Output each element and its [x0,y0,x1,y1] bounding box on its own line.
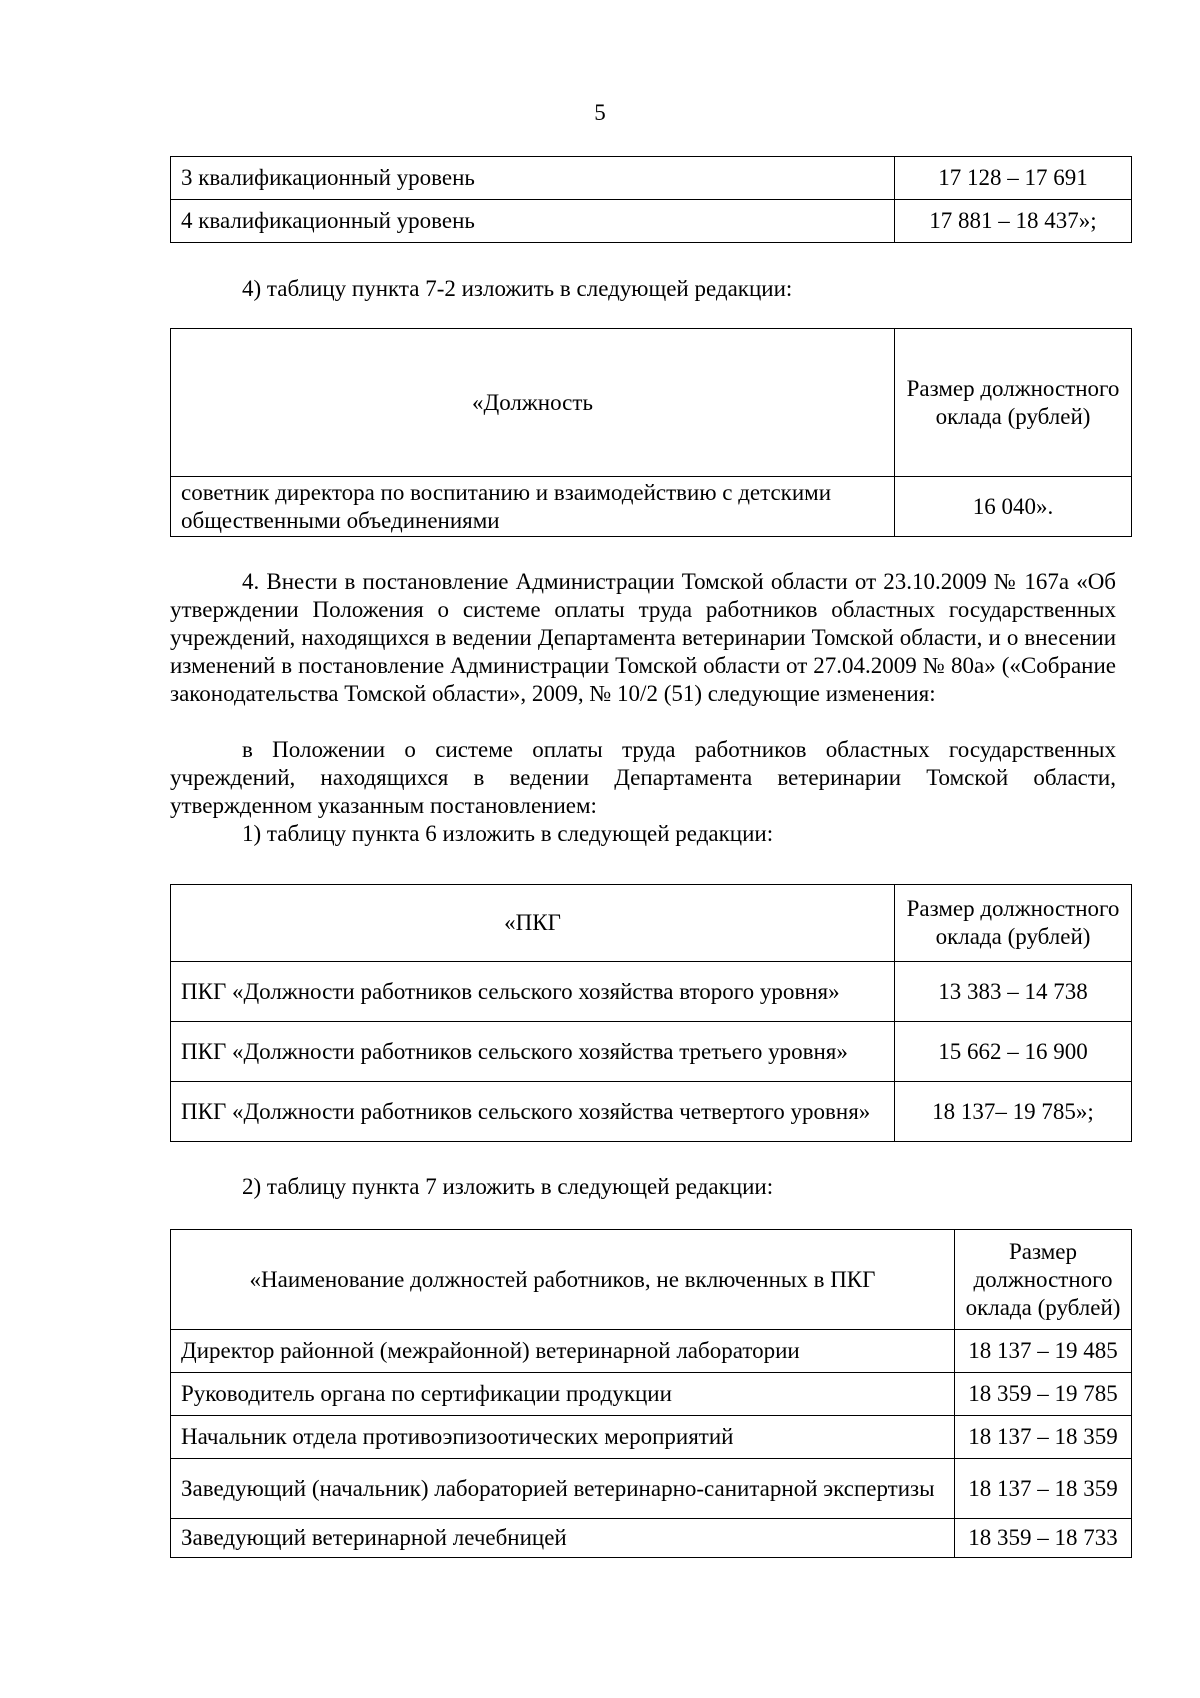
row-label: Директор районной (межрайонной) ветеринарной лаборатории [171,1330,955,1373]
row-value: 18 359 – 19 785 [955,1373,1132,1416]
row-label: ПКГ «Должности работников сельского хозяйства четвертого уровня» [171,1082,895,1142]
table-row [171,1373,1132,1416]
page-number: 5 [594,100,606,125]
row-label: Начальник отдела противоэпизоотических мероприятий [171,1416,955,1459]
row-value: 18 137 – 18 359 [955,1416,1132,1459]
row-label: Заведующий ветеринарной лечебницей [171,1519,955,1558]
row-value: 13 383 – 14 738 [895,962,1132,1022]
row-label: Руководитель органа по сертификации продукции [171,1373,955,1416]
row-value: 17 128 – 17 691 [895,157,1132,200]
paragraph-table-6: 1) таблицу пункта 6 изложить в следующей редакции: [242,821,774,846]
header-position-name: «Наименование должностей работников, не включенных в ПКГ [171,1230,955,1330]
paragraph-table-7-2: 4) таблицу пункта 7-2 изложить в следующей редакции: [242,276,793,301]
row-label: советник директора по воспитанию и взаимодействию с детскими общественными объединениями [171,477,895,537]
table-row [171,962,1132,1022]
pkg-salary-table [170,884,1132,1142]
header-pkg: «ПКГ [171,885,895,962]
paragraph-regulation: в Положении о системе оплаты труда работников областных государственных учреждений, находящихся в ведении Департамента ветеринарии Томской области, утвержденном указанным постановлением: [170,737,1116,818]
non-pkg-salary-table [170,1229,1132,1558]
table-row [171,157,1132,200]
table-row [171,1330,1132,1373]
table-header [171,1230,1132,1330]
row-value: 18 137 – 18 359 [955,1459,1132,1519]
paragraph-table-7: 2) таблицу пункта 7 изложить в следующей редакции: [242,1174,774,1199]
row-label: ПКГ «Должности работников сельского хозяйства третьего уровня» [171,1022,895,1082]
row-label: 3 квалификационный уровень [171,157,895,200]
row-value: 16 040». [895,477,1132,537]
row-label: Заведующий (начальник) лабораторией ветеринарно-санитарной экспертизы [171,1459,955,1519]
table-header [171,329,1132,477]
row-label: 4 квалификационный уровень [171,200,895,243]
table-row [171,1416,1132,1459]
table-row [171,200,1132,243]
table-header [171,885,1132,962]
header-salary: Размер должностного оклада (рублей) [895,885,1132,962]
row-value: 18 137 – 19 485 [955,1330,1132,1373]
table-row [171,1459,1132,1519]
row-value: 18 137– 19 785»; [895,1082,1132,1142]
table-row [171,477,1132,537]
header-salary: Размер должностного оклада (рублей) [955,1230,1132,1330]
row-value: 15 662 – 16 900 [895,1022,1132,1082]
table-row [171,1022,1132,1082]
paragraph-item-4: 4. Внести в постановление Администрации Томской области от 23.10.2009 № 167а «Об утверждении Положения о системе оплаты труда работников областных государственных учреждений, находящихся в ведении Департамента ветеринарии Томской области, и о внесении изменений в постановление Администрации Томской области от 27.04.2009 № 80а» («Собрание законодательства Томской области», 2009, № 10/2 (51) следующие изменения: [170,569,1116,706]
position-salary-table [170,328,1132,537]
row-value: 18 359 – 18 733 [955,1519,1132,1558]
table-row [171,1519,1132,1558]
header-salary: Размер должностного оклада (рублей) [895,329,1132,477]
row-value: 17 881 – 18 437»; [895,200,1132,243]
row-label: ПКГ «Должности работников сельского хозяйства второго уровня» [171,962,895,1022]
qualification-table [170,156,1132,243]
table-row [171,1082,1132,1142]
header-position: «Должность [171,329,895,477]
